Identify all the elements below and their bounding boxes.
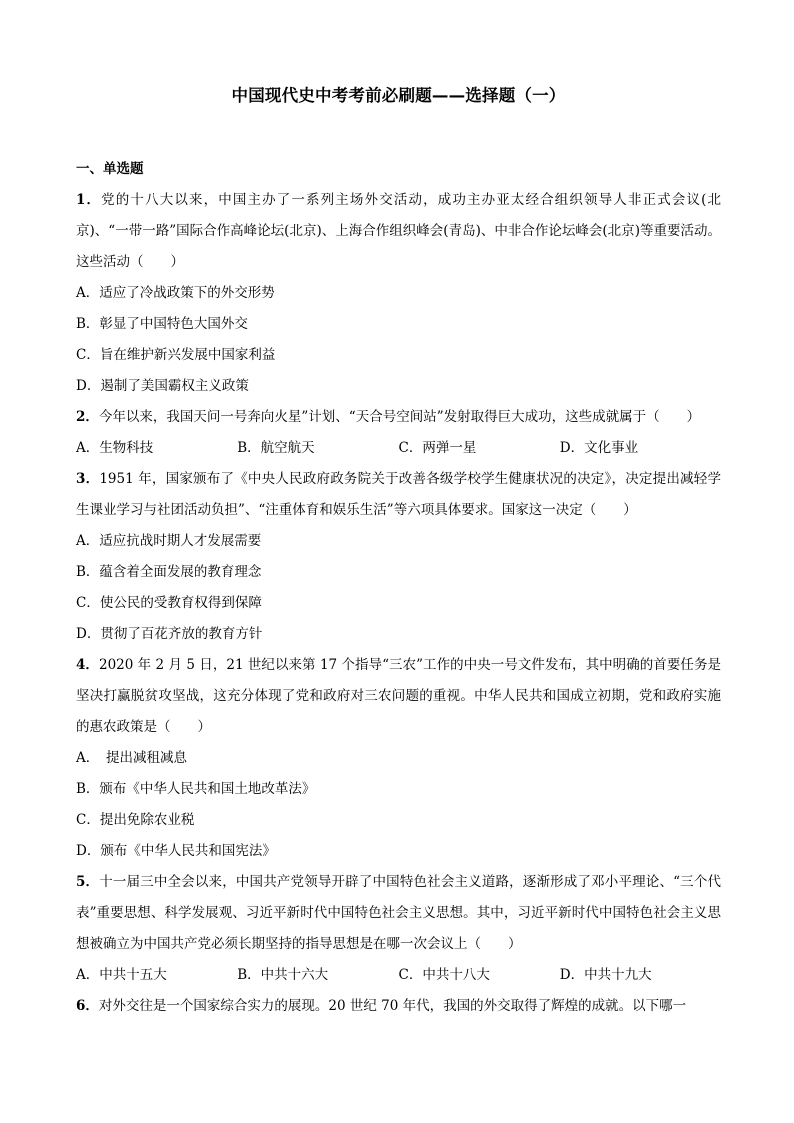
question-5-option-b[interactable]: B．中共十六大 [237,967,329,983]
question-3-option-c[interactable]: C．使公民的受教育权得到保障 [76,595,262,611]
question-6-stem [76,991,721,1022]
question-1-option-d[interactable]: D．遏制了美国霸权主义政策 [76,378,249,394]
question-5-stem [76,867,721,960]
question-3-option-a[interactable]: A．适应抗战时期人才发展需要 [76,533,262,549]
question-1-option-a[interactable]: A．适应了冷战政策下的外交形势 [76,285,275,301]
question-number: 6． [76,998,99,1014]
question-2-stem [76,402,721,433]
question-text: 党的十八大以来，中国主办了一系列主场外交活动，成功主办亚太经合组织领导人非正式会议(北京)、“一带一路”国际合作高峰论坛(北京)、上海合作组织峰会(青岛)、中非合作论坛峰会(北京)等重要活动。这些活动（ ） [76,192,722,270]
question-5-option-d[interactable]: D．中共十九大 [559,967,652,983]
question-1-option-c[interactable]: C．旨在维护新兴发展中国家利益 [76,347,276,363]
question-text: 十一届三中全会以来，中国共产党领导开辟了中国特色社会主义道路，逐渐形成了邓小平理论、“三个代表”重要思想、科学发展观、习近平新时代中国特色社会主义思想。其中，习近平新时代中国特色社会主义思想被确立为中国共产党必须长期坚持的指导思想是在哪一次会议上（ ） [76,874,721,952]
question-5-option-a[interactable]: A．中共十五大 [76,967,167,983]
question-4-option-c[interactable]: C．提出免除农业税 [76,812,195,828]
section-heading: 一、单选题 [76,161,144,177]
question-1-option-b[interactable]: B．彰显了中国特色大国外交 [76,316,248,332]
question-5-options [76,960,721,991]
document-page [76,84,721,1022]
question-4-stem [76,650,721,743]
question-2-options [76,433,721,464]
page-title: 中国现代史中考考前必刷题——选择题（一） [231,86,566,105]
question-number: 1． [76,192,102,208]
question-number: 3． [76,471,100,487]
question-2-option-a[interactable]: A．生物科技 [76,440,154,456]
question-3-option-b[interactable]: B．蕴含着全面发展的教育理念 [76,564,262,580]
question-number: 5． [76,874,100,890]
question-2-option-c[interactable]: C．两弹一星 [398,440,477,456]
question-2-option-d[interactable]: D．文化事业 [559,440,639,456]
question-4-option-b[interactable]: B．颁布《中华人民共和国土地改革法》 [76,781,316,797]
question-text: 今年以来，我国天问一号奔向火星”计划、“天合号空间站”发射取得巨大成功，这些成就属于（ ） [98,409,701,425]
question-1-stem [76,185,721,278]
question-4-option-a[interactable]: A． 提出减租减息 [76,750,187,766]
question-5-option-c[interactable]: C．中共十八大 [398,967,490,983]
question-number: 2． [76,409,99,425]
question-number: 4． [76,657,99,673]
question-text: 对外交往是一个国家综合实力的展现。20 世纪 70 年代，我国的外交取得了辉煌的成就。以下哪一 [98,998,687,1014]
question-3-option-d[interactable]: D．贯彻了百花齐放的教育方针 [76,626,263,642]
question-4-option-d[interactable]: D．颁布《中华人民共和国宪法》 [76,843,276,859]
question-text: 1951 年，国家颁布了《中央人民政府政务院关于改善各级学校学生健康状况的决定》，决定提出减轻学生课业学习与社团活动负担”、“注重体育和娱乐生活”等六项具体要求。国家这一决定（ ） [76,471,721,518]
question-3-stem [76,464,721,526]
question-text: 2020 年 2 月 5 日，21 世纪以来第 17 个指导“三农”工作的中央一号文件发布，其中明确的首要任务是坚决打赢脱贫攻坚战，这充分体现了党和政府对三农问题的重视。中华人民共和国成立初期，党和政府实施的惠农政策是（ ） [76,657,721,735]
question-2-option-b[interactable]: B．航空航天 [237,440,315,456]
